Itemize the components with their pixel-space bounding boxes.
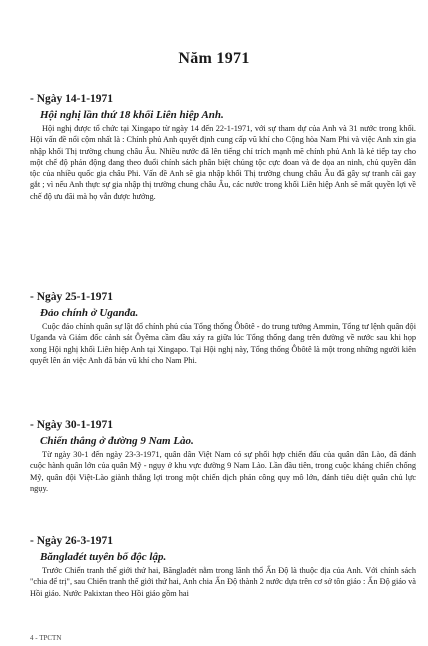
page-footer: 4 - TPCTN <box>30 634 62 642</box>
entry-headline: Chiến thắng ở đường 9 Nam Lào. <box>40 435 194 447</box>
page-title: Năm 1971 <box>178 50 250 67</box>
entry-body: Từ ngày 30-1 đến ngày 23-3-1971, quân dân Việt Nam có sự phối hợp chiến đấu của quân dân Lào, đã đánh cuộc hành quân lớn của quân Mỹ - ngụy ở khu vực đường 9 Nam Lào. Lần đầu tiên, trong cuộc kháng chiến chống Mỹ, quân đội Việt-Lào giành thắng lợi trong một chiến dịch phản công quy mô lớn, đánh tiêu diệt quân chủ lực ngụy. <box>30 450 416 493</box>
entry-date: - Ngày 30-1-1971 <box>30 419 114 431</box>
entry-1971-03-26 <box>30 534 416 599</box>
entry-1971-01-14 <box>30 92 416 202</box>
entry-body: Hội nghị được tổ chức tại Xingapo từ ngày 14 đến 22-1-1971, với sự tham dự của Anh và 31 nước trong khối. Hội vấn đề nổi cộm nhất là : Chính phủ Anh quyết định cung cấp vũ khí cho Cộng hòa Nam Phi và việc Anh xin gia nhập khối Thị trường chung châu Âu. Nhiều nước đã lên tiếng chỉ trích mạnh mẽ chính phủ Anh là kẻ tiếp tay cho một chế độ phản động đang theo đuổi chính sách phân biệt chủng tộc cực đoan và đe dọa an ninh, chủ quyền dân tộc của nhiều quốc gia châu Phi. Vấn đề Anh sẽ gia nhập khối Thị trường chung châu Âu đã gây sự tranh cãi gay gắt ; vì nếu Anh thực sự gia nhập thị trường chung châu Âu, các nước trong khối Liên hiệp Anh sẽ mất quyền lợi về chế độ ưu đãi mà họ vẫn được hưởng. <box>30 124 416 201</box>
entry-1971-01-25 <box>30 290 416 366</box>
entry-date: - Ngày 25-1-1971 <box>30 291 114 303</box>
entry-1971-01-30 <box>30 418 416 494</box>
entry-headline: Đảo chính ở Uganđa. <box>40 307 139 319</box>
entry-headline: Bănglađét tuyên bố độc lập. <box>40 551 167 563</box>
entry-date: - Ngày 14-1-1971 <box>30 93 114 105</box>
entry-body: Trước Chiến tranh thế giới thứ hai, Bănglađét nằm trong lãnh thổ Ấn Độ là thuộc địa của Anh. Với chính sách "chia để trị", sau Chiến tranh thế giới thứ hai, Anh chia Ấn Độ thành 2 nước dựa trên cơ sở tôn giáo : Ấn Độ giáo và Hồi giáo. Nước Pakixtan theo Hồi giáo gồm hai <box>30 566 416 598</box>
entry-headline: Hội nghị lần thứ 18 khối Liên hiệp Anh. <box>40 109 224 121</box>
entry-date: - Ngày 26-3-1971 <box>30 535 114 547</box>
entry-body: Cuộc đảo chính quân sự lật đổ chính phủ của Tổng thống Ôbôtê - do trung tướng Ammin, Tổng tư lệnh quân đội Uganđa và Giám đốc cảnh sát Ôyêma cầm đầu xảy ra giữa lúc Tổng thống đang trên đường về nước sau khi họp xong Hội nghị khối Liên hiệp Anh tại Xingapo. Tại Hội nghị này, Tổng thống Ôbôtê là một trong những người kiên quyết lên án việc Anh đã bán vũ khí cho Nam Phi. <box>30 322 416 365</box>
